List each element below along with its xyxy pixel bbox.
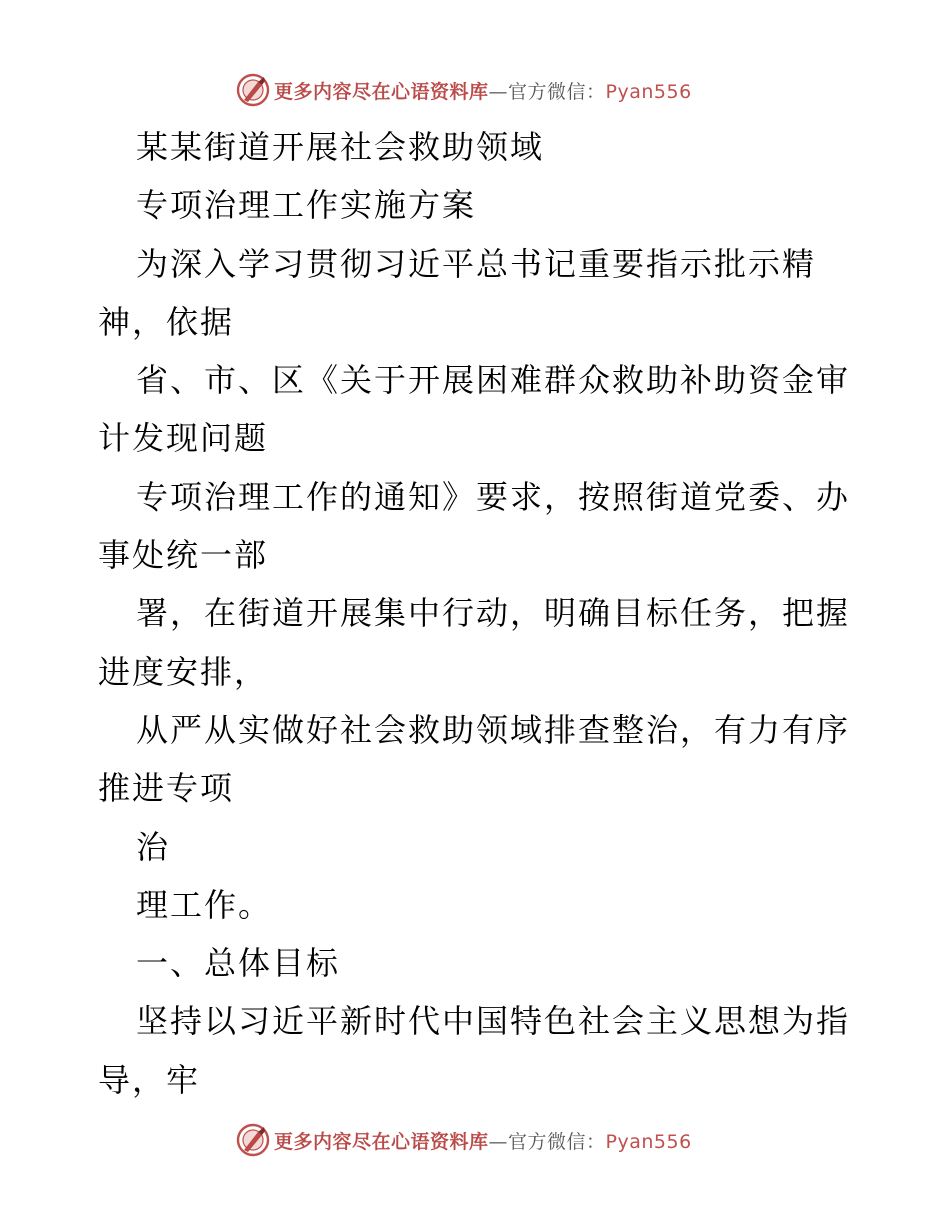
document-line: 神，依据 xyxy=(98,302,235,341)
document-line: 省、市、区《关于开展困难群众救助补助资金审 xyxy=(136,361,851,400)
document-line: 某某街道开展社会救助领域 xyxy=(136,128,545,166)
header-watermark-banner xyxy=(236,73,692,107)
document-line: 进度安排， xyxy=(98,652,269,691)
header-watermark-dash: — xyxy=(488,80,509,103)
document-line: 专项治理工作的通知》要求，按照街道党委、办 xyxy=(136,477,851,516)
document-line: 计发现问题 xyxy=(98,419,269,458)
header-watermark-text xyxy=(274,77,692,104)
document-line: 为深入学习贯彻习近平总书记重要指示批示精 xyxy=(136,244,817,283)
document-line: 署，在街道开展集中行动，明确目标任务，把握 xyxy=(136,594,851,633)
header-watermark-label: 官方微信： xyxy=(508,80,606,103)
document-line: 导，牢 xyxy=(98,1060,201,1099)
document-line: 专项治理工作实施方案 xyxy=(136,186,477,225)
header-watermark-wechat-id: Pyan556 xyxy=(605,80,692,103)
document-line: 坚持以习近平新时代中国特色社会主义思想为指 xyxy=(136,1002,851,1041)
footer-watermark-lead: 更多内容尽在心语资料库 xyxy=(274,1130,489,1153)
document-line: 一、总体目标 xyxy=(136,944,341,983)
document-line: 从严从实做好社会救助领域排查整治，有力有序 xyxy=(136,710,851,749)
footer-watermark-text xyxy=(274,1127,692,1154)
document-line: 理工作。 xyxy=(136,885,273,924)
document-body xyxy=(98,118,858,1109)
footer-watermark-label: 官方微信： xyxy=(508,1130,606,1153)
document-line: 事处统一部 xyxy=(98,536,269,575)
document-line: 治 xyxy=(136,827,171,866)
document-line: 推进专项 xyxy=(98,769,235,808)
quill-logo-icon xyxy=(236,73,270,107)
header-watermark-lead: 更多内容尽在心语资料库 xyxy=(274,80,489,103)
footer-watermark-banner xyxy=(236,1123,692,1157)
footer-watermark-dash: — xyxy=(488,1130,509,1153)
quill-logo-icon xyxy=(236,1123,270,1157)
footer-watermark-wechat-id: Pyan556 xyxy=(605,1130,692,1153)
